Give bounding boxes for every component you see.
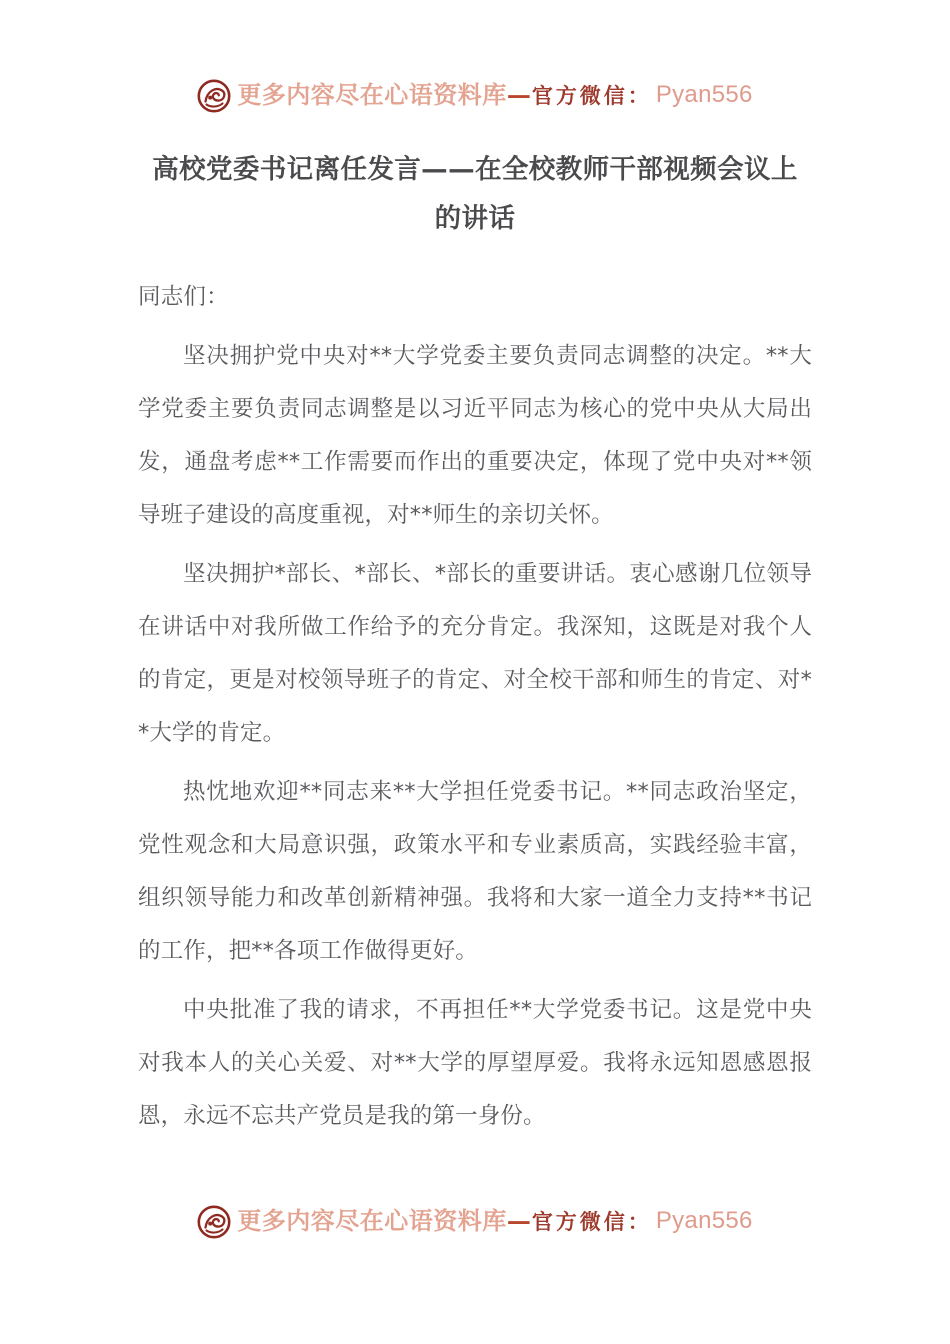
watermark-dash: —	[506, 1206, 531, 1235]
watermark-main-text: 更多内容尽在心语资料库	[237, 1206, 507, 1235]
watermark-banner-top	[0, 78, 950, 112]
salutation: 同志们：	[138, 284, 229, 310]
circular-seal-logo-icon	[197, 79, 231, 113]
watermark-wechat-label: 官方微信：	[531, 1208, 652, 1234]
watermark-wechat-handle: Pyan556	[655, 1207, 753, 1234]
body-paragraph: 热忱地欢迎**同志来**大学担任党委书记。**同志政治坚定，党性观念和大局意识强，政策水平和专业素质高，实践经验丰富，组织领导能力和改革创新精神强。我将和大家一道全力支持**书记的工作，把**各项工作做得更好。	[138, 779, 812, 964]
circular-seal-logo-icon	[197, 1205, 231, 1239]
watermark-wechat-handle: Pyan556	[655, 81, 753, 108]
body-paragraph: 坚决拥护党中央对**大学党委主要负责同志调整的决定。**大学党委主要负责同志调整是以习近平同志为核心的党中央从大局出发，通盘考虑**工作需要而作出的重要决定，体现了党中央对**领导班子建设的高度重视，对**师生的亲切关怀。	[138, 343, 812, 528]
document-body	[138, 145, 812, 1149]
body-paragraph: 中央批准了我的请求，不再担任**大学党委书记。这是党中央对我本人的关心关爱、对**大学的厚望厚爱。我将永远知恩感恩报恩，永远不忘共产党员是我的第一身份。	[138, 997, 812, 1129]
body-paragraph: 坚决拥护*部长、*部长、*部长的重要讲话。衷心感谢几位领导在讲话中对我所做工作给予的充分肯定。我深知，这既是对我个人的肯定，更是对校领导班子的肯定、对全校干部和师生的肯定、对**大学的肯定。	[138, 561, 812, 746]
watermark-main-text: 更多内容尽在心语资料库	[237, 80, 507, 109]
watermark-banner-bottom	[0, 1204, 950, 1238]
page-title: 高校党委书记离任发言——在全校教师干部视频会议上的讲话	[152, 154, 798, 234]
watermark-wechat-label: 官方微信：	[531, 82, 652, 108]
watermark-dash: —	[506, 80, 531, 109]
